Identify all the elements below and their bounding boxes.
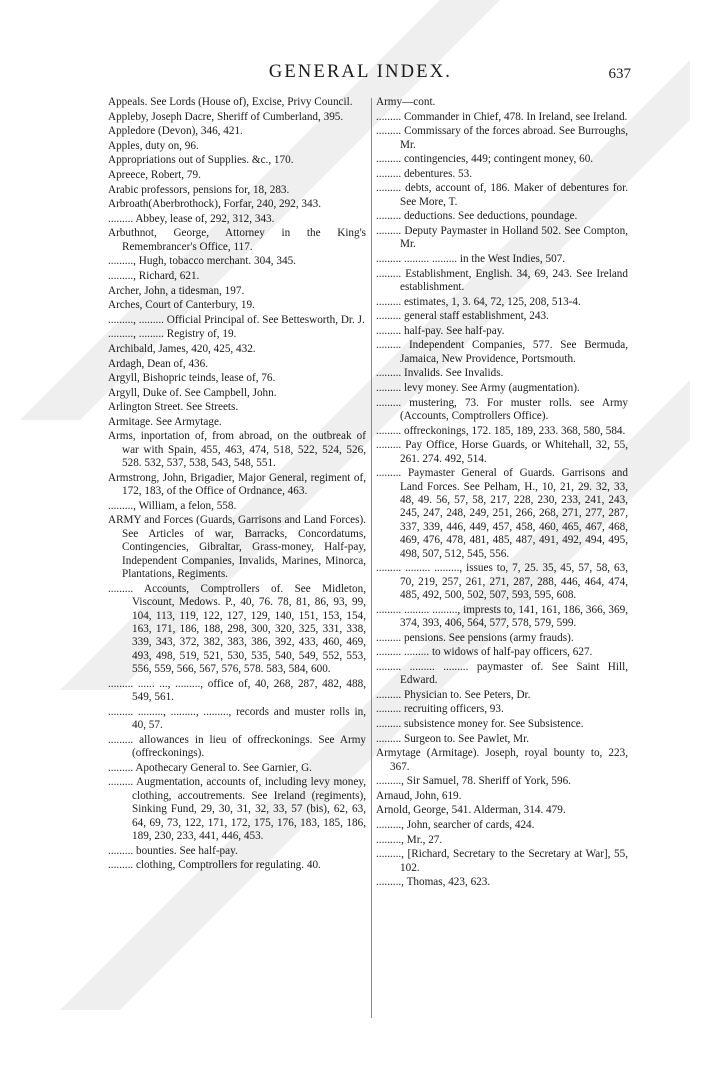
index-entry: ........., [Richard, Secretary to the Secretary at War], 55, 102. bbox=[376, 848, 628, 874]
index-entry: ......... Invalids. See Invalids. bbox=[376, 367, 504, 380]
column-divider bbox=[371, 98, 372, 1018]
index-entry: ........., Richard, 621. bbox=[108, 269, 200, 282]
index-entry: ......... Deputy Paymaster in Holland 502. See Compton, Mr. bbox=[376, 224, 628, 251]
index-entry: ......... ......... ........., issues to, 7, 25. 35, 45, 57, 58, 63, 70, 219, 257, 261, 271, 287, 288, 446, 464, 474, 485, 492, 500, 502, 507, 593, 595, 608. bbox=[376, 562, 628, 601]
index-entry: Arbroath(Aberbrothock), Forfar, 240, 292, 343. bbox=[108, 198, 321, 211]
index-entry: ......... subsistence money for. See Subsistence. bbox=[376, 717, 584, 730]
index-entry: ........., Thomas, 423, 623. bbox=[376, 876, 491, 889]
index-entry: ......... ...... ..., ........., office of, 40, 268, 287, 482, 488, 549, 561. bbox=[108, 677, 366, 704]
index-entry: Apreece, Robert, 79. bbox=[108, 168, 201, 181]
index-entry: ........., John, searcher of cards, 424. bbox=[376, 818, 535, 831]
index-entry: ........., Mr., 27. bbox=[376, 833, 443, 846]
index-entry: ......... Physician to. See Peters, Dr. bbox=[376, 688, 531, 701]
index-entry: Armytage (Armitage). Joseph, royal bounty to, 223, 367. bbox=[376, 747, 628, 773]
index-entry: ......... ......... ........., imprests to, 141, 161, 186, 366, 369, 374, 393, 406, 564, 577, 578, 579, 599. bbox=[376, 603, 628, 629]
index-entry: Appropriations out of Supplies. &c., 170. bbox=[108, 154, 294, 167]
index-entry: ......... clothing, Comptrollers for regulating. 40. bbox=[108, 859, 321, 872]
index-entry: ........., ......... Official Principal of. See Bettesworth, Dr. J. bbox=[108, 313, 365, 326]
index-entry: ......... Establishment, English. 34, 69, 243. See Ireland establishment. bbox=[376, 267, 628, 293]
index-entry: ......... general staff establishment, 243. bbox=[376, 310, 549, 323]
index-entry: ......... Accounts, Comptrollers of. See Midleton, Viscount, Medows. P., 40, 76. 78, 81, 86, 93, 99, 104, 113, 119, 122, 127, 129, 140, 151, 153, 154, 163, 171, 186, 188, 298, 300, 320, 325, 331, 338, 339, 343, 372, 382, 383, 386, 392, 433, 460, 469, 493, 498, 519, 521, 530, 535, 540, 549, 552, 553, 556, 559, 566, 567, 576, 578. 583, 584, 600. bbox=[108, 582, 366, 676]
index-entry: ......... debentures. 53. bbox=[376, 167, 473, 180]
index-column-right bbox=[376, 96, 628, 891]
index-entry: Armitage. See Armytage. bbox=[108, 415, 222, 428]
index-entry: ......... Pay Office, Horse Guards, or Whitehall, 32, 55, 261. 274. 492, 514. bbox=[376, 439, 628, 465]
index-entry: ......... recruiting officers, 93. bbox=[376, 703, 504, 716]
index-entry: ......... debts, account of, 186. Maker of debentures for. See More, T. bbox=[376, 182, 628, 208]
index-entry: ......... Commissary of the forces abroad. See Burroughs, Mr. bbox=[376, 125, 628, 151]
index-entry: ......... ......... ......... in the West Indies, 507. bbox=[376, 252, 566, 265]
index-entry: ......... contingencies, 449; contingent money, 60. bbox=[376, 153, 594, 166]
index-entry: Argyll, Duke of. See Campbell, John. bbox=[108, 386, 277, 399]
index-entry: Army—cont. bbox=[376, 96, 436, 108]
page-header bbox=[0, 62, 721, 86]
index-entry: Appeals. See Lords (House of), Excise, Privy Council. bbox=[108, 96, 353, 108]
index-entry: Arabic professors, pensions for, 18, 283. bbox=[108, 183, 290, 196]
index-entry: Appledore (Devon), 346, 421. bbox=[108, 125, 243, 138]
index-entry: ......... deductions. See deductions, poundage. bbox=[376, 210, 578, 223]
index-column-left bbox=[108, 96, 366, 874]
page-title: GENERAL INDEX. bbox=[268, 62, 453, 82]
index-entry: ......... levy money. See Army (augmentation). bbox=[376, 381, 580, 394]
index-entry: ......... bounties. See half-pay. bbox=[108, 844, 238, 857]
index-entry: ......... Commander in Chief, 478. In Ireland, see Ireland. bbox=[376, 110, 628, 123]
page-number: 637 bbox=[608, 66, 631, 82]
index-entry: ......... offreckonings, 172. 185, 189, 233. 368, 580, 584. bbox=[376, 424, 626, 437]
index-entry: Archer, John, a tidesman, 197. bbox=[108, 284, 245, 297]
index-entry: Arlington Street. See Streets. bbox=[108, 401, 239, 414]
index-entry: ......... Independent Companies, 577. See Bermuda, Jamaica, New Providence, Portsmouth. bbox=[376, 339, 628, 365]
index-entry: ......... pensions. See pensions (army frauds). bbox=[376, 631, 574, 644]
index-entry: ......... Abbey, lease of, 292, 312, 343. bbox=[108, 212, 275, 225]
index-entry: ........., ......... Registry of, 19. bbox=[108, 328, 237, 341]
index-entry: ......... Apothecary General to. See Garnier, G. bbox=[108, 761, 312, 774]
index-entry: ......... mustering, 73. For muster rolls. see Army (Accounts, Comptrollers Office). bbox=[376, 396, 628, 422]
index-entry: ......... Augmentation, accounts of, including levy money, clothing, accoutrements. See Ireland (regiments), Sinking Fund, 29, 30, 31, 32, 33, 57 (bis), 62, 63, 64, 69, 73, 122, 171, 172, 175, 176, 183, 185, 186, 189, 230, 233, 441, 446, 453. bbox=[108, 776, 366, 842]
index-entry: Arches, Court of Canterbury, 19. bbox=[108, 299, 255, 312]
index-entry: ........., Hugh, tobacco merchant. 304, 345. bbox=[108, 255, 296, 268]
index-entry: Arnold, George, 541. Alderman, 314. 479. bbox=[376, 804, 566, 817]
index-entry: Ardagh, Dean of, 436. bbox=[108, 357, 209, 370]
index-entry: Arbuthnot, George, Attorney in the King's Remembrancer's Office, 117. bbox=[108, 227, 366, 253]
index-entry: Arms, inportation of, from abroad, on the outbreak of war with Spain, 455, 463, 474, 518, 522, 524, 526, 528. 532, 537, 538, 543, 548, 551. bbox=[108, 430, 366, 470]
index-entry: ARMY and Forces (Guards, Garrisons and Land Forces). See Articles of war, Barracks, Concordatums, Contingencies, Gibraltar, Grass-money, Half-pay, Independent Companies, Invalids, Marines, Minorca, Plantations, Regiments. bbox=[108, 514, 366, 581]
index-entry: Argyll, Bishopric teinds, lease of, 76. bbox=[108, 372, 276, 385]
index-entry: ......... Paymaster General of Guards. Garrisons and Land Forces. See Pelham, H., 10, 21, 29. 32, 33, 48, 49. 56, 57, 58, 217, 228, 230, 233, 241, 243, 245, 247, 248, 249, 251, 266, 268, 271, 277, 287, 337, 339, 446, 449, 457, 458, 460, 465, 467, 468, 469, 476, 478, 481, 485, 487, 491, 492, 494, 495, 498, 507, 512, 545, 556. bbox=[376, 467, 628, 560]
index-entry: ......... half-pay. See half-pay. bbox=[376, 324, 505, 337]
index-entry: Apples, duty on, 96. bbox=[108, 139, 199, 152]
index-entry: ........., Sir Samuel, 78. Sheriff of York, 596. bbox=[376, 775, 571, 788]
index-entry: Arnaud, John, 619. bbox=[376, 789, 462, 802]
index-entry: ......... allowances in lieu of offreckonings. See Army (offreckonings). bbox=[108, 733, 366, 760]
index-entry: Appleby, Joseph Dacre, Sheriff of Cumberland, 395. bbox=[108, 110, 344, 123]
index-entry: ......... ......... to widows of half-pay officers, 627. bbox=[376, 646, 593, 659]
index-entry: ......... estimates, 1, 3. 64, 72, 125, 208, 513-4. bbox=[376, 295, 581, 308]
index-entry: ........., William, a felon, 558. bbox=[108, 499, 237, 512]
index-entry: ......... Surgeon to. See Pawlet, Mr. bbox=[376, 732, 529, 745]
index-entry: ......... ........., ........., ........., records and muster rolls in, 40, 57. bbox=[108, 705, 366, 732]
index-entry: Archibald, James, 420, 425, 432. bbox=[108, 342, 256, 355]
index-entry: ......... ......... ......... paymaster of. See Saint Hill, Edward. bbox=[376, 660, 628, 687]
index-entry: Armstrong, John, Brigadier, Major General, regiment of, 172, 183, of the Office of Ordnance, 463. bbox=[108, 471, 366, 498]
